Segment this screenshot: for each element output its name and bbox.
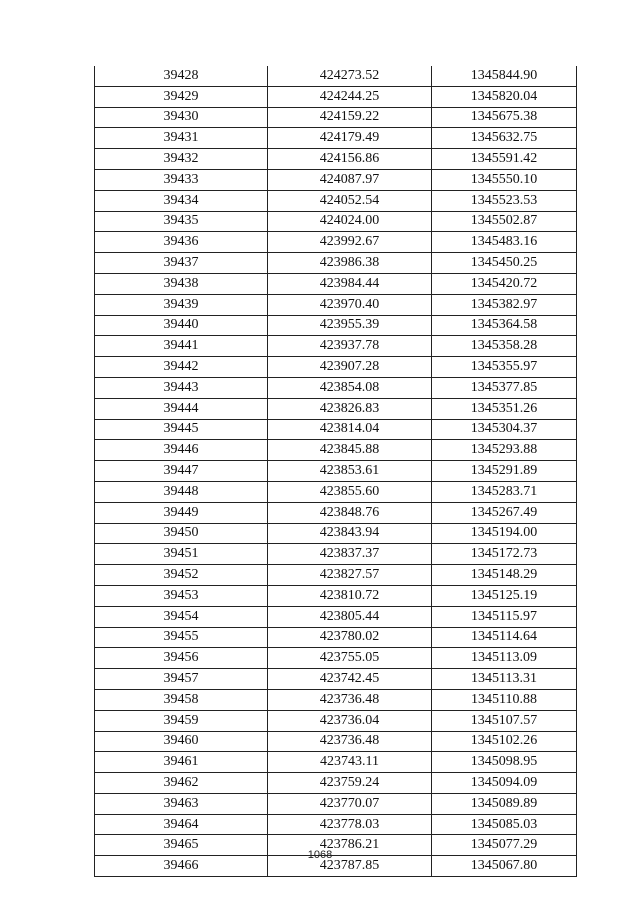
table-row [95,565,577,586]
table-row [95,669,577,690]
x-coordinate-cell: 423837.37 [268,544,432,565]
x-coordinate-cell: 423778.03 [268,814,432,835]
y-coordinate-cell: 1345107.57 [432,710,577,731]
table-row [95,773,577,794]
point-id-cell: 39456 [95,648,268,669]
point-id-cell: 39453 [95,585,268,606]
table-row [95,190,577,211]
table-row [95,336,577,357]
y-coordinate-cell: 1345483.16 [432,232,577,253]
point-id-cell: 39445 [95,419,268,440]
y-coordinate-cell: 1345110.88 [432,689,577,710]
y-coordinate-cell: 1345125.19 [432,585,577,606]
point-id-cell: 39463 [95,793,268,814]
x-coordinate-cell: 424244.25 [268,86,432,107]
y-coordinate-cell: 1345077.29 [432,835,577,856]
x-coordinate-cell: 423826.83 [268,398,432,419]
y-coordinate-cell: 1345113.09 [432,648,577,669]
y-coordinate-cell: 1345632.75 [432,128,577,149]
x-coordinate-cell: 423853.61 [268,461,432,482]
table-row [95,544,577,565]
x-coordinate-cell: 423827.57 [268,565,432,586]
point-id-cell: 39448 [95,481,268,502]
y-coordinate-cell: 1345304.37 [432,419,577,440]
point-id-cell: 39452 [95,565,268,586]
x-coordinate-cell: 423742.45 [268,669,432,690]
table-row [95,814,577,835]
x-coordinate-cell: 423848.76 [268,502,432,523]
x-coordinate-cell: 423787.85 [268,856,432,877]
x-coordinate-cell: 424179.49 [268,128,432,149]
x-coordinate-cell: 423992.67 [268,232,432,253]
x-coordinate-cell: 423843.94 [268,523,432,544]
table-row [95,86,577,107]
x-coordinate-cell: 424087.97 [268,169,432,190]
table-row [95,648,577,669]
page-number: 1068 [307,849,333,861]
table-row [95,253,577,274]
table-row [95,66,577,86]
table-row [95,315,577,336]
point-id-cell: 39436 [95,232,268,253]
x-coordinate-cell: 423845.88 [268,440,432,461]
point-id-cell: 39437 [95,253,268,274]
x-coordinate-cell: 423736.04 [268,710,432,731]
point-id-cell: 39455 [95,627,268,648]
point-id-cell: 39449 [95,502,268,523]
table-row [95,710,577,731]
y-coordinate-cell: 1345420.72 [432,273,577,294]
table-row [95,793,577,814]
y-coordinate-cell: 1345089.89 [432,793,577,814]
table-row [95,211,577,232]
point-id-cell: 39450 [95,523,268,544]
table-row [95,752,577,773]
table-row [95,232,577,253]
y-coordinate-cell: 1345148.29 [432,565,577,586]
table-row [95,440,577,461]
point-id-cell: 39461 [95,752,268,773]
point-id-cell: 39447 [95,461,268,482]
point-id-cell: 39441 [95,336,268,357]
x-coordinate-cell: 424156.86 [268,149,432,170]
x-coordinate-cell: 423810.72 [268,585,432,606]
x-coordinate-cell: 423805.44 [268,606,432,627]
x-coordinate-cell: 423736.48 [268,731,432,752]
y-coordinate-cell: 1345293.88 [432,440,577,461]
x-coordinate-cell: 423780.02 [268,627,432,648]
y-coordinate-cell: 1345351.26 [432,398,577,419]
table-row [95,481,577,502]
y-coordinate-cell: 1345194.00 [432,523,577,544]
y-coordinate-cell: 1345377.85 [432,377,577,398]
point-id-cell: 39440 [95,315,268,336]
point-id-cell: 39438 [95,273,268,294]
y-coordinate-cell: 1345523.53 [432,190,577,211]
table-row [95,731,577,752]
table-row [95,169,577,190]
y-coordinate-cell: 1345283.71 [432,481,577,502]
point-id-cell: 39443 [95,377,268,398]
table-row [95,419,577,440]
x-coordinate-cell: 423770.07 [268,793,432,814]
x-coordinate-cell: 423854.08 [268,377,432,398]
y-coordinate-cell: 1345115.97 [432,606,577,627]
point-id-cell: 39442 [95,357,268,378]
point-id-cell: 39435 [95,211,268,232]
y-coordinate-cell: 1345364.58 [432,315,577,336]
table-row [95,689,577,710]
y-coordinate-cell: 1345844.90 [432,66,577,86]
point-id-cell: 39451 [95,544,268,565]
x-coordinate-cell: 424273.52 [268,66,432,86]
point-id-cell: 39458 [95,689,268,710]
x-coordinate-cell: 423814.04 [268,419,432,440]
point-id-cell: 39465 [95,835,268,856]
point-id-cell: 39462 [95,773,268,794]
x-coordinate-cell: 423786.21 [268,835,432,856]
x-coordinate-cell: 424159.22 [268,107,432,128]
x-coordinate-cell: 423986.38 [268,253,432,274]
table-row [95,357,577,378]
table-row [95,128,577,149]
x-coordinate-cell: 423736.48 [268,689,432,710]
x-coordinate-cell: 423755.05 [268,648,432,669]
table-row [95,585,577,606]
y-coordinate-cell: 1345550.10 [432,169,577,190]
point-id-cell: 39460 [95,731,268,752]
y-coordinate-cell: 1345102.26 [432,731,577,752]
y-coordinate-cell: 1345172.73 [432,544,577,565]
point-id-cell: 39466 [95,856,268,877]
table-row [95,523,577,544]
x-coordinate-cell: 424024.00 [268,211,432,232]
x-coordinate-cell: 424052.54 [268,190,432,211]
point-id-cell: 39454 [95,606,268,627]
y-coordinate-cell: 1345267.49 [432,502,577,523]
table-row [95,149,577,170]
point-id-cell: 39428 [95,66,268,86]
x-coordinate-cell: 423937.78 [268,336,432,357]
point-id-cell: 39459 [95,710,268,731]
table-row [95,398,577,419]
table-row [95,294,577,315]
y-coordinate-cell: 1345358.28 [432,336,577,357]
y-coordinate-cell: 1345085.03 [432,814,577,835]
point-id-cell: 39464 [95,814,268,835]
point-id-cell: 39439 [95,294,268,315]
x-coordinate-cell: 423907.28 [268,357,432,378]
x-coordinate-cell: 423955.39 [268,315,432,336]
y-coordinate-cell: 1345675.38 [432,107,577,128]
point-id-cell: 39434 [95,190,268,211]
point-id-cell: 39444 [95,398,268,419]
y-coordinate-cell: 1345502.87 [432,211,577,232]
table-row [95,107,577,128]
point-id-cell: 39430 [95,107,268,128]
x-coordinate-cell: 423984.44 [268,273,432,294]
point-id-cell: 39457 [95,669,268,690]
table-row [95,273,577,294]
y-coordinate-cell: 1345450.25 [432,253,577,274]
coordinate-table-body [95,66,577,877]
table-row [95,502,577,523]
table-row [95,627,577,648]
point-id-cell: 39429 [95,86,268,107]
point-id-cell: 39433 [95,169,268,190]
y-coordinate-cell: 1345355.97 [432,357,577,378]
y-coordinate-cell: 1345094.09 [432,773,577,794]
x-coordinate-cell: 423970.40 [268,294,432,315]
table-row [95,377,577,398]
point-id-cell: 39446 [95,440,268,461]
point-id-cell: 39432 [95,149,268,170]
table-row [95,606,577,627]
coordinate-table [94,66,577,877]
y-coordinate-cell: 1345067.80 [432,856,577,877]
x-coordinate-cell: 423855.60 [268,481,432,502]
x-coordinate-cell: 423743.11 [268,752,432,773]
y-coordinate-cell: 1345098.95 [432,752,577,773]
table-row [95,461,577,482]
y-coordinate-cell: 1345113.31 [432,669,577,690]
y-coordinate-cell: 1345820.04 [432,86,577,107]
y-coordinate-cell: 1345114.64 [432,627,577,648]
y-coordinate-cell: 1345382.97 [432,294,577,315]
y-coordinate-cell: 1345291.89 [432,461,577,482]
x-coordinate-cell: 423759.24 [268,773,432,794]
point-id-cell: 39431 [95,128,268,149]
y-coordinate-cell: 1345591.42 [432,149,577,170]
